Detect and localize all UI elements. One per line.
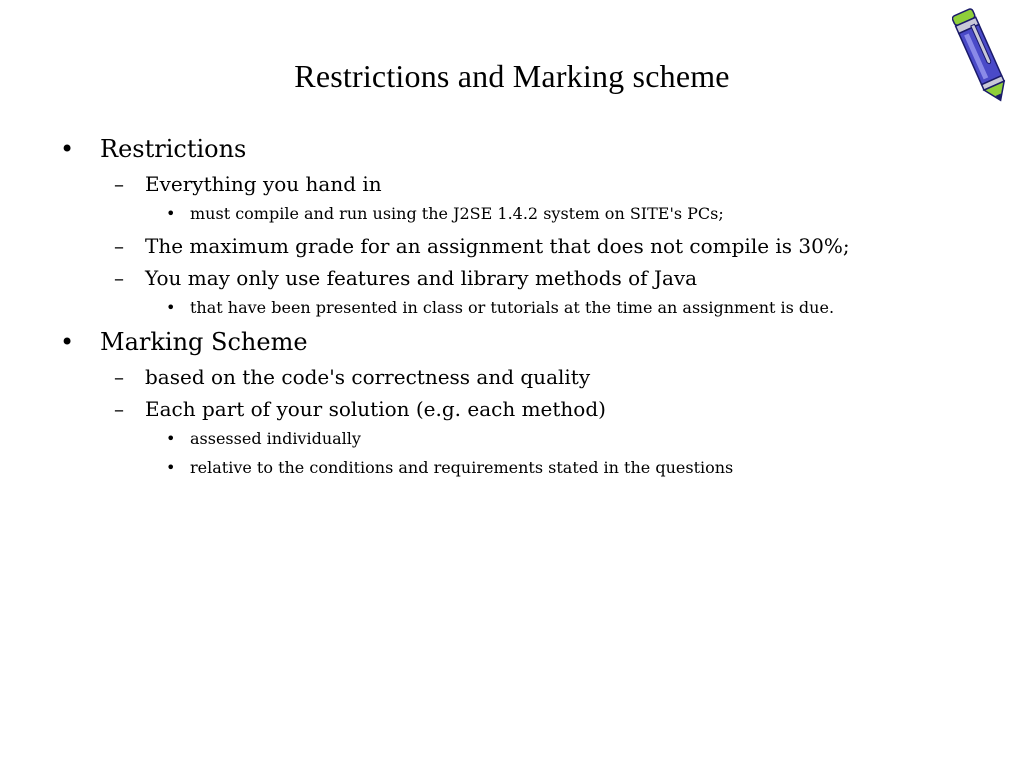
outline-item-each-part bbox=[114, 396, 606, 422]
outline-item-label: must compile and run using the J2SE 1.4.2 system on SITE's PCs; bbox=[190, 204, 724, 223]
outline-item-compile bbox=[166, 203, 724, 225]
outline-item-marking bbox=[60, 327, 308, 357]
dash-marker: – bbox=[114, 266, 124, 290]
dash-marker: – bbox=[114, 365, 124, 389]
dash-marker: – bbox=[114, 234, 124, 258]
dash-marker: – bbox=[114, 172, 124, 196]
outline-item-label: You may only use features and library methods of Java bbox=[145, 266, 698, 290]
dash-marker: – bbox=[114, 397, 124, 421]
outline-item-label: assessed individually bbox=[190, 429, 361, 448]
bullet-marker: • bbox=[166, 204, 176, 223]
bullet-marker: • bbox=[166, 458, 176, 477]
outline-item-features bbox=[114, 265, 698, 291]
outline-item-hand-in bbox=[114, 171, 382, 197]
outline-item-label: Each part of your solution (e.g. each method) bbox=[145, 397, 606, 421]
outline-item-label: that have been presented in class or tutorials at the time an assignment is due. bbox=[190, 298, 835, 317]
outline-item-restrictions bbox=[60, 134, 247, 164]
outline-item-presented bbox=[166, 297, 835, 319]
slide-title: Restrictions and Marking scheme bbox=[294, 58, 730, 94]
outline-item-label: The maximum grade for an assignment that does not compile is 30%; bbox=[145, 234, 850, 258]
bullet-marker: • bbox=[166, 429, 176, 448]
outline-item-label: relative to the conditions and requirements stated in the questions bbox=[190, 458, 734, 477]
outline-item-max-grade bbox=[114, 233, 850, 259]
bullet-marker: • bbox=[60, 328, 75, 356]
outline-item-correctness bbox=[114, 364, 591, 390]
bullet-marker: • bbox=[166, 298, 176, 317]
outline-item-label: Everything you hand in bbox=[145, 172, 382, 196]
outline-item-individually bbox=[166, 428, 361, 450]
outline-item-label: Marking Scheme bbox=[100, 328, 308, 356]
outline-item-label: based on the code's correctness and quality bbox=[145, 365, 591, 389]
outline-item-label: Restrictions bbox=[100, 135, 247, 163]
outline-item-relative bbox=[166, 457, 734, 479]
bullet-marker: • bbox=[60, 135, 75, 163]
